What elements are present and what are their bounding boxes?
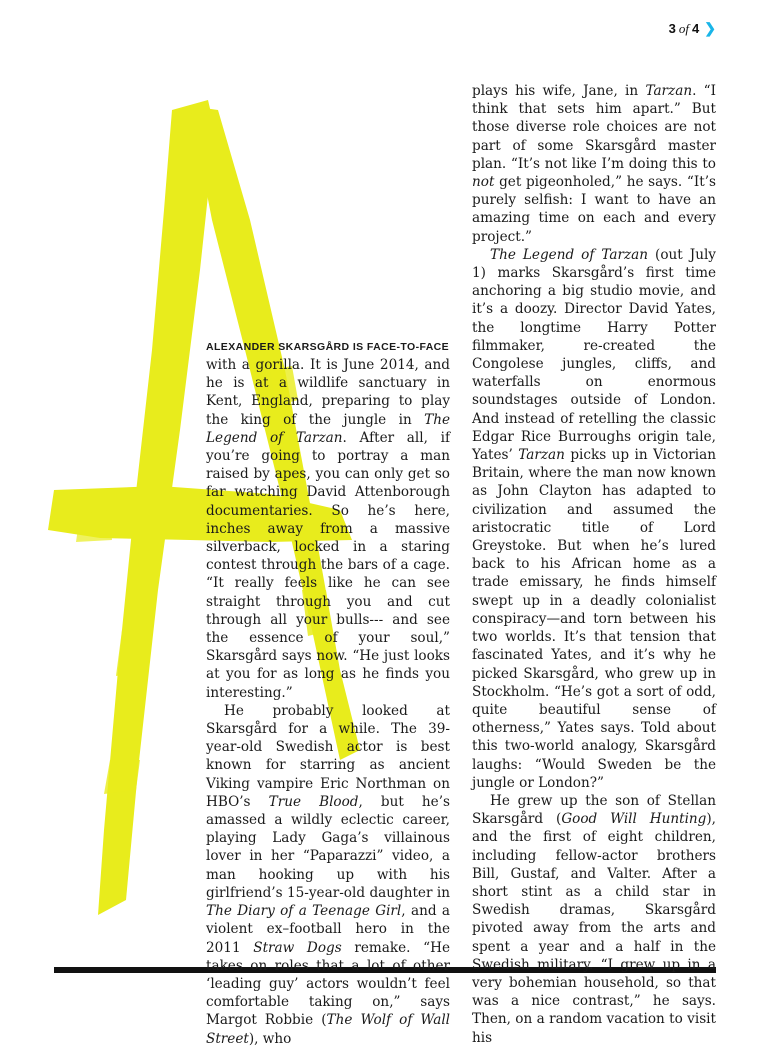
paragraph: He probably looked at Skarsgård for a while. The 39-year-old Swedish actor is best known for starring as ancient Viking vampire Eric Northman on HBO’s True Blood, but he’s amassed a wildly eclectic career, playing Lady Gaga’s villainous lover in her “Paparazzi” video, a man hooking up with his girlfriend’s 15-year-old daughter in The Diary of a Teenage Girl, and a violent ex–football hero in the 2011 Straw Dogs remake. “He takes on roles that a lot of other ‘leading guy’ actors wouldn’t feel comfortable taking on,” says Margot Robbie (The Wolf of Wall Street), who [206,702,451,1047]
page-indicator [669,20,716,37]
chevron-right-icon[interactable]: ❯ [704,20,716,36]
article-column-right [472,82,716,1047]
page-total: 4 [692,21,700,36]
page-current: 3 [668,21,676,36]
paragraph: The Legend of Tarzan (out July 1) marks Skarsgård’s first time anchoring a big studio movie, and it’s a doozy. Director David Yates, the longtime Harry Potter filmmaker, re-created the Congolese jungles, cliffs, and waterfalls on enormous soundstages outside of London. And instead of retelling the classic Edgar Rice Burroughs origin tale, Yates’ Tarzan picks up in Victorian Britain, where the man now known as John Clayton has adapted to civilization and assumed the aristocratic title of Lord Greystoke. But when he’s lured back to his African home as a trade emissary, he finds himself swept up in a deadly colonialist conspiracy—and torn between his two worlds. It’s that tension that fascinated Yates, and it’s why he picked Skarsgård, who grew up in Stockholm. “He’s got a sort of odd, quite beautiful sense of otherness,” Yates says. Told about this two-world analogy, Skarsgård laughs: “Would Sweden be the jungle or London?” [472,246,716,791]
article-column-left [206,340,450,1048]
page-of-label: of [678,20,690,36]
paragraph: plays his wife, Jane, in Tarzan. “I think that sets him apart.” But those diverse role choices are not part of some Skarsgård master plan. “It’s not like I’m doing this to not get pigeonholed,” he says. “It’s purely selfish: I want to have an amazing time on each and every project.” [472,83,716,245]
paragraph: He grew up the son of Stellan Skarsgård (Good Will Hunting), and the first of eight children, including fellow-actor brothers Bill, Gustaf, and Valter. After a short stint as a child star in Swedish dramas, Skarsgård pivoted away from the arts and spent a year and a half in the Swedish military. “I grew up in a very bohemian household, so that was a nice contrast,” he says. Then, on a random vacation to visit his [472,792,716,1046]
paragraph: ALEXANDER SKARSGÅRD IS FACE-TO-FACE with a gorilla. It is June 2014, and he is at a wildlife sanctuary in Kent, England, preparing to play the king of the jungle in The Legend of Tarzan. After all, if you’re going to portray a man raised by apes, you can only get so far watching David Attenborough documentaries. So he’s here, inches away from a massive silverback, locked in a staring contest through the bars of a cage. “It really feels like he can see straight through you and cut through all your bulls--- and see the essence of your soul,” Skarsgård says now. “He just looks at you for as long as he finds you interesting.” [206,341,450,701]
article-lead-in: ALEXANDER SKARSGÅRD IS FACE-TO-FACE [206,341,450,353]
